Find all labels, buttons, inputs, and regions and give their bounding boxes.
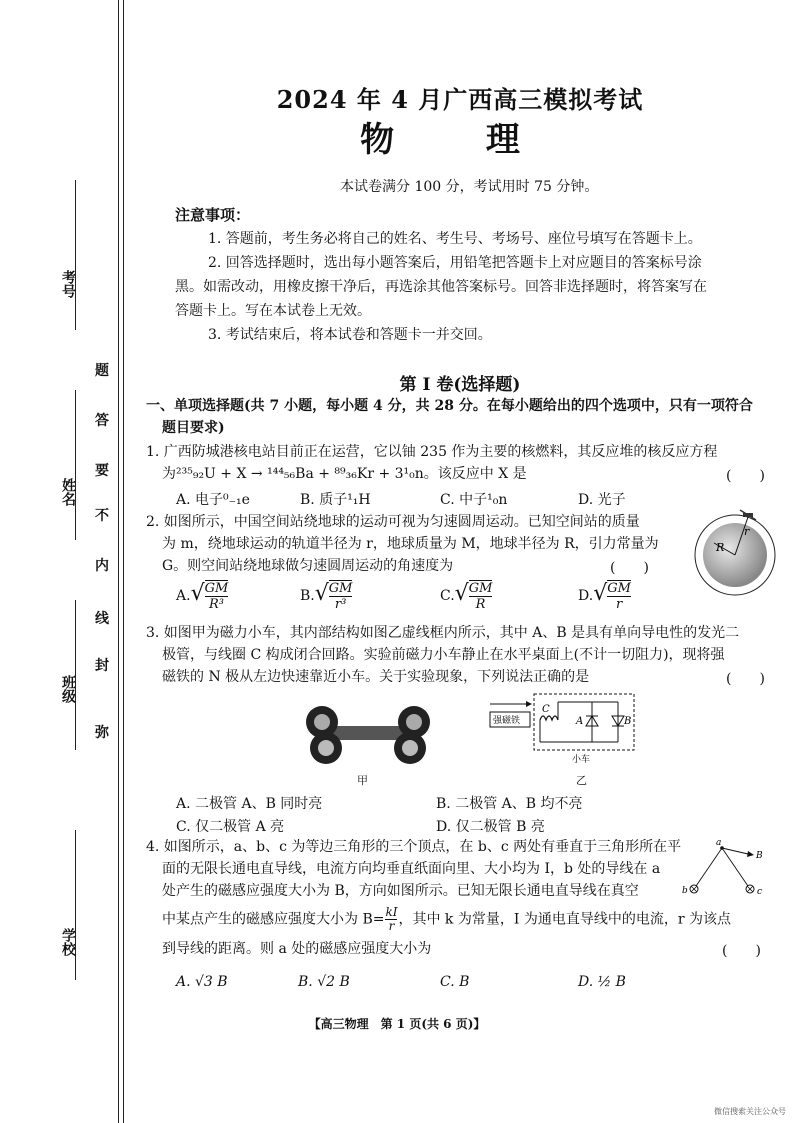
svg-text:A: A [576, 716, 584, 727]
q4-option-a: A. √3 B [176, 974, 228, 990]
q2-stem: 2. 如图所示，中国空间站绕地球的运动可视为匀速圆周运动。已知空间站的质量 [146, 514, 640, 530]
q1-option-c: C. 中子¹₀n [440, 492, 508, 508]
name-label: 姓名 [60, 478, 76, 506]
q2-answer-paren: ( ) [610, 560, 649, 576]
seal-char: 答 [95, 413, 109, 429]
q4-answer-paren: ( ) [722, 943, 761, 959]
q4-option-b: B. √2 B [298, 974, 350, 990]
q1-stem: 1. 广西防城港核电站目前正在运营，它以铀 235 作为主要的核燃料，其反应堆的核反应方程 [146, 444, 718, 460]
svg-text:小车: 小车 [572, 755, 591, 765]
exam-title: 2024 年 4 月广西高三模拟考试 [276, 85, 644, 114]
svg-text:b: b [682, 886, 688, 896]
q3-answer-paren: ( ) [726, 671, 765, 687]
q1-option-d: D. 光子 [578, 492, 626, 508]
binding-line-right [123, 0, 124, 1123]
intro-text: 本试卷满分 100 分，考试用时 75 分钟。 [340, 179, 599, 195]
seal-char: 不 [95, 508, 109, 524]
q1-answer-paren: ( ) [726, 468, 765, 484]
school-label: 学校 [60, 928, 76, 956]
q4-stem-cont: 到导线的距离。则 a 处的磁感应强度大小为 [162, 941, 432, 957]
exam-number-underline [75, 180, 76, 330]
seal-char: 封 [95, 658, 109, 674]
q3-stem-cont: 磁铁的 N 极从左边快速靠近小车。关于实验现象，下列说法正确的是 [162, 669, 590, 685]
q3-stem-cont: 极管，与线圈 C 构成闭合回路。实验前磁力小车静止在水平桌面上(不计一切阻力)，现将强 [162, 647, 725, 663]
q4-option-d: D. ½ B [578, 974, 626, 990]
notes-heading: 注意事项： [175, 206, 251, 224]
q4-stem-cont: 面的无限长通电直导线，电流方向均垂直纸面向里、大小均为 I，b 处的导线在 a [162, 861, 661, 877]
name-underline [75, 390, 76, 540]
q1-option-b: B. 质子¹₁H [300, 492, 371, 508]
part1-instructions: 一、单项选择题(共 7 小题，每小题 4 分，共 28 分。在每小题给出的四个选项中，只有一项符合 [146, 398, 753, 414]
q1-stem-cont: 为²³⁵₉₂U + X → ¹⁴⁴₅₆Ba + ⁸⁹₃₆Kr + 3¹₀n。该反应中 X 是 [162, 466, 527, 482]
notes-item: 黑。如需改动，用橡皮擦干净后，再选涂其他答案标号。回答非选择题时，将答案写在 [175, 279, 707, 295]
q2-stem-cont: 为 m，绕地球运动的轨道半径为 r，地球质量为 M，地球半径为 R，引力常量为 [162, 536, 659, 552]
q2-option-d: D.√ $\frac{GM}{r}$ [578, 581, 631, 612]
q4-stem: 4. 如图所示，a、b、c 为等边三角形的三个顶点，在 b、c 两处有垂直于三角形所在平 [146, 839, 682, 855]
q3-option-d: D. 仅二极管 B 亮 [436, 819, 545, 835]
q3-option-b: B. 二极管 A、B 均不亮 [436, 796, 583, 812]
seal-char: 题 [95, 363, 109, 379]
svg-text:R: R [716, 541, 725, 554]
q2-orbit-figure [690, 505, 780, 600]
q3-stem: 3. 如图甲为磁力小车，其内部结构如图乙虚线框内所示，其中 A、B 是具有单向导电性的发光二 [146, 625, 740, 641]
notes-item: 1. 答题前，考生务必将自己的姓名、考生号、考场号、座位号填写在答题卡上。 [208, 231, 702, 247]
q1-option-a: A. 电子⁰₋₁e [176, 492, 250, 508]
svg-text:a: a [716, 838, 722, 848]
q2-option-c: C.√ $\frac{GM}{R}$ [440, 581, 493, 612]
q3-car-figure [292, 700, 442, 770]
svg-text:C: C [542, 704, 550, 715]
page-footer: 【高三物理 第 1 页(共 6 页)】 [308, 1017, 486, 1031]
q3-fig-a-label: 甲 [357, 774, 368, 787]
q4-stem-formula-line: 中某点产生的磁感应强度大小为 B= $\frac{kI}{r}$ ，其中 k 为常量，I 为通电直导线中的电流，r 为该点 [162, 905, 731, 933]
q4-option-c: C. B [440, 974, 470, 990]
watermark-text: 微信搜索关注公众号 [714, 1107, 786, 1116]
class-underline [75, 600, 76, 750]
class-label: 班级 [60, 675, 76, 703]
school-underline [75, 830, 76, 980]
svg-text:B: B [624, 716, 632, 727]
q2-option-b: B.√ $\frac{GM}{\text{r³}}$ [300, 581, 353, 612]
notes-item: 2. 回答选择题时，选出每小题答案后，用铅笔把答题卡上对应题目的答案标号涂 [208, 255, 702, 271]
q4-stem-cont: 处产生的磁感应强度大小为 B，方向如图所示。已知无限长通电直导线在真空 [162, 883, 639, 899]
coil-c [540, 716, 558, 720]
exam-number-label: 考号 [60, 270, 76, 298]
subject-title: 物 理 [360, 120, 560, 160]
binding-line-left [118, 0, 119, 1123]
section-title: 第 Ⅰ 卷(选择题) [399, 375, 521, 395]
svg-text:c: c [757, 887, 763, 897]
q3-fig-b-label: 乙 [576, 774, 587, 787]
part1-instructions-cont: 题目要求) [162, 420, 225, 436]
seal-char: 要 [95, 463, 109, 479]
svg-text:强磁铁: 强磁铁 [493, 716, 521, 726]
q3-option-c: C. 仅二极管 A 亮 [176, 819, 285, 835]
q2-option-a: A.√ $\frac{GM}{\text{R³}}$ [176, 581, 229, 612]
svg-text:r: r [744, 525, 750, 538]
q4-triangle-figure [680, 836, 780, 898]
notes-item: 3. 考试结束后，将本试卷和答题卡一并交回。 [208, 327, 492, 343]
seal-char: 线 [95, 611, 109, 627]
seal-char: 内 [95, 558, 109, 574]
svg-text:B: B [756, 851, 763, 861]
seal-char: 弥 [95, 725, 109, 741]
q3-option-a: A. 二极管 A、B 同时亮 [176, 796, 323, 812]
q2-stem-cont: G。则空间站绕地球做匀速圆周运动的角速度为 [162, 558, 454, 574]
q3-circuit-figure [488, 690, 648, 772]
notes-item: 答题卡上。写在本试卷上无效。 [175, 303, 371, 319]
